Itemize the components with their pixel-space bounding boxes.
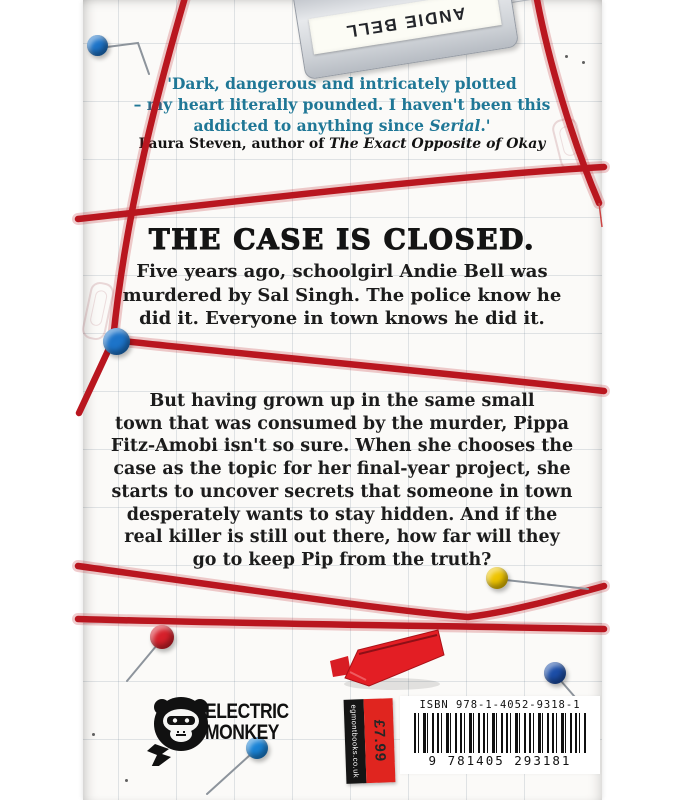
quote-italic-title: Serial xyxy=(429,116,481,135)
speck xyxy=(582,61,585,64)
price-tag: £7.99 xyxy=(364,698,396,783)
push-pin-blue-icon xyxy=(87,35,108,56)
quote-line: addicted to anything since Serial.' xyxy=(193,116,491,135)
push-pin-blue-icon xyxy=(103,328,130,355)
speck xyxy=(125,779,128,782)
blurb-paragraph-1: Five years ago, schoolgirl Andie Bell was murdered by Sal Singh. The police know he did it. Everyone in town knows he did it. xyxy=(122,261,562,329)
blurb-paragraph-2: But having grown up in the same small town that was consumed by the murder, Pippa Fitz-Amobi isn't so sure. When she chooses the case as the topic for her final-year project, she starts to uncover secrets that someone in town desperately wants to stay hidden. And if the real killer is still out there, how far will they go to keep Pip from the truth? xyxy=(110,391,574,570)
quote-line: – my heart literally pounded. I haven't been this xyxy=(133,95,551,114)
isbn-label: ISBN 978-1-4052-9318-1 xyxy=(419,699,581,711)
ean-digits: 9 781405 293181 xyxy=(428,753,572,768)
barcode-icon xyxy=(414,713,586,753)
speck xyxy=(565,55,568,58)
badge-name-text: ANDIE BELL xyxy=(343,3,467,42)
quote-attribution: Laura Steven, author of The Exact Opposite of Okay xyxy=(138,136,546,152)
review-quote xyxy=(93,73,591,136)
speck xyxy=(92,733,95,736)
push-pin-navy-icon xyxy=(544,662,566,684)
push-pin-red-icon xyxy=(150,625,174,649)
headline: THE CASE IS CLOSED. xyxy=(148,223,536,256)
publisher-name: ELECTRIC MONKEY xyxy=(205,699,289,745)
push-pin-yellow-icon xyxy=(486,567,508,589)
quote-line: 'Dark, dangerous and intricately plotted xyxy=(167,74,517,93)
barcode-panel xyxy=(400,696,600,774)
attribution-book-title: The Exact Opposite of Okay xyxy=(329,136,546,152)
publisher-website: egmontbooks.co.uk xyxy=(344,699,367,784)
price-strip xyxy=(344,698,396,784)
